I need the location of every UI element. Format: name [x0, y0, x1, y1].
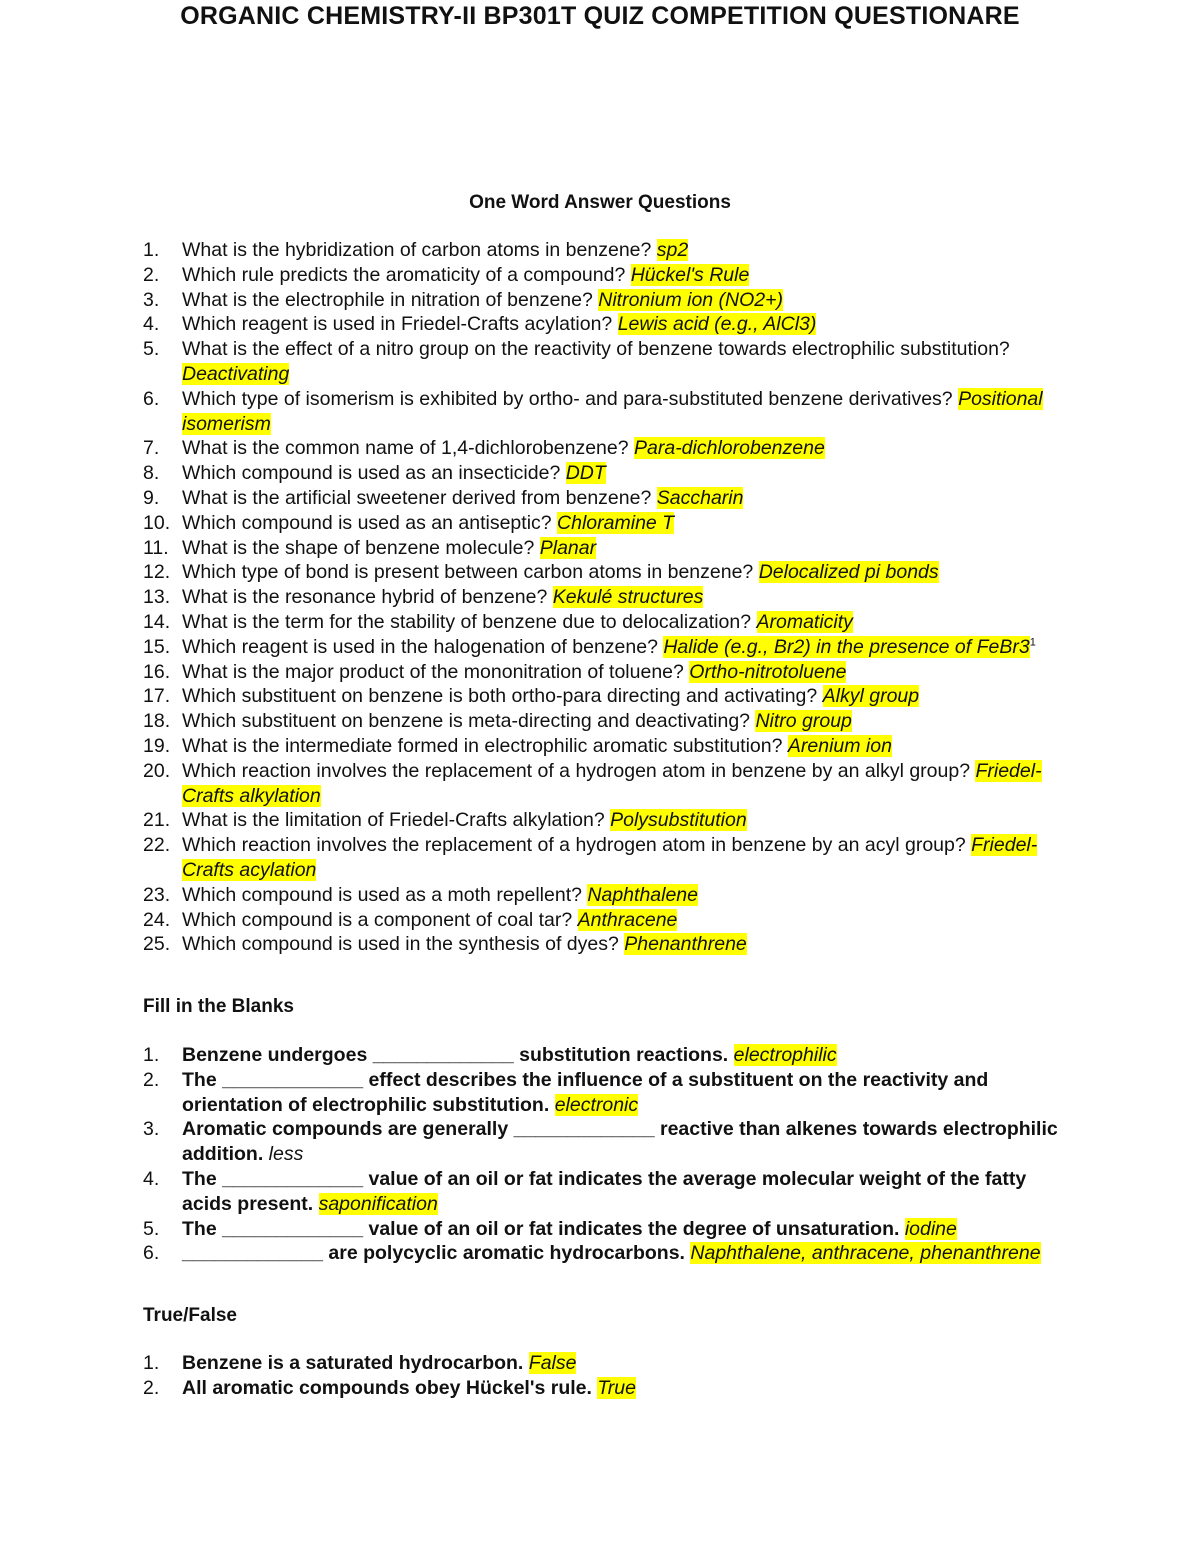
question-item: 11. What is the shape of benzene molecule? Planar [143, 536, 597, 559]
answer-highlight: Alkyl group [822, 685, 920, 708]
answer-highlight: DDT [565, 462, 606, 485]
blank-item: 6. _____________ are polycyclic aromatic hydrocarbons. Naphthalene, anthracene, phenanthrene [143, 1242, 1041, 1265]
answer-highlight: sp2 [656, 239, 689, 261]
answer-highlight: iodine [904, 1217, 957, 1240]
question-item: 7. What is the common name of 1,4-dichlorobenzene? Para-dichlorobenzene [143, 437, 825, 460]
answer-highlight: Naphthalene [587, 883, 698, 906]
question-item: 13. What is the resonance hybrid of benzene? Kekulé structures [143, 586, 704, 609]
section-heading-fill-blanks: Fill in the Blanks [143, 996, 294, 1017]
question-item: 21. What is the limitation of Friedel-Crafts alkylation? Polysubstitution [143, 809, 747, 832]
answer-text: less [268, 1143, 304, 1166]
answer-highlight: Ortho-nitrotoluene [689, 660, 847, 683]
answer-highlight: Naphthalene, anthracene, phenanthrene [690, 1242, 1041, 1265]
answer-highlight: Nitro group [755, 710, 852, 733]
answer-highlight: Halide (e.g., Br2) in the presence of FeBr3 [663, 635, 1030, 658]
tf-item: 1. Benzene is a saturated hydrocarbon. False [143, 1352, 577, 1374]
answer-highlight: Nitronium ion (NO2+) [598, 288, 784, 311]
answer-highlight: Phenanthrene [624, 933, 747, 956]
blank-item: 2. The _____________ effect describes the influence of a substituent on the reactivity and orientation of electrophilic substitution. electronic [143, 1068, 989, 1116]
question-item: 8. Which compound is used as an insecticide? DDT [143, 462, 606, 485]
fill-blanks-list [143, 1043, 1073, 1266]
question-item: 5. What is the effect of a nitro group on the reactivity of benzene towards electrophilic substitution? Deactivating [143, 338, 1010, 385]
answer-highlight: electronic [554, 1093, 639, 1116]
answer-highlight: Saccharin [656, 486, 744, 509]
answer-highlight: True [597, 1376, 636, 1399]
answer-highlight: saponification [318, 1192, 438, 1215]
blank-item: 5. The _____________ value of an oil or fat indicates the degree of unsaturation. iodine [143, 1217, 957, 1240]
question-item: 20. Which reaction involves the replacement of a hydrogen atom in benzene by an alkyl group? Friedel-Crafts alkylation [143, 759, 1042, 807]
question-item: 2. Which rule predicts the aromaticity of a compound? Hückel's Rule [143, 263, 750, 286]
question-item: 3. What is the electrophile in nitration of benzene? Nitronium ion (NO2+) [143, 288, 784, 311]
blank-item: 3. Aromatic compounds are generally _____________ reactive than alkenes towards electrophilic addition. less [143, 1118, 1058, 1166]
answer-highlight: Planar [539, 536, 597, 559]
one-word-question-list [143, 238, 1073, 957]
question-item: 22. Which reaction involves the replacement of a hydrogen atom in benzene by an acyl group? Friedel-Crafts acylation [143, 834, 1038, 881]
answer-highlight: Anthracene [577, 908, 678, 931]
answer-highlight: Kekulé structures [552, 586, 704, 609]
question-item: 18. Which substituent on benzene is meta-directing and deactivating? Nitro group [143, 710, 852, 733]
section-heading-true-false: True/False [143, 1305, 237, 1326]
footnote-marker: 1 [1029, 636, 1036, 649]
question-item: 25. Which compound is used in the synthesis of dyes? Phenanthrene [143, 933, 747, 956]
blank-item: 4. The _____________ value of an oil or fat indicates the average molecular weight of the fatty acids present. saponification [143, 1167, 1027, 1215]
question-item: 24. Which compound is a component of coal tar? Anthracene [143, 908, 678, 931]
answer-highlight: Lewis acid (e.g., AlCl3) [617, 313, 817, 336]
section-heading-one-word: One Word Answer Questions [469, 192, 731, 213]
true-false-list [143, 1351, 1073, 1401]
answer-highlight: False [528, 1352, 577, 1374]
answer-highlight: Friedel-Crafts acylation [182, 834, 1038, 881]
answer-highlight: Aromaticity [756, 610, 853, 633]
tf-item: 2. All aromatic compounds obey Hückel's rule. True [143, 1376, 636, 1399]
question-item: 23. Which compound is used as a moth repellent? Naphthalene [143, 883, 698, 906]
question-item: 4. Which reagent is used in Friedel-Crafts acylation? Lewis acid (e.g., AlCl3) [143, 313, 817, 336]
answer-highlight: electrophilic [733, 1044, 837, 1066]
answer-highlight: Delocalized pi bonds [758, 561, 939, 584]
question-item: 16. What is the major product of the mononitration of toluene? Ortho-nitrotoluene [143, 660, 847, 683]
question-item: 9. What is the artificial sweetener derived from benzene? Saccharin [143, 486, 744, 509]
question-item: 12. Which type of bond is present between carbon atoms in benzene? Delocalized pi bonds [143, 561, 939, 584]
question-item: 19. What is the intermediate formed in electrophilic aromatic substitution? Arenium ion [143, 734, 892, 757]
question-item: 1. What is the hybridization of carbon atoms in benzene? sp2 [143, 239, 689, 261]
answer-highlight: Friedel-Crafts alkylation [182, 759, 1042, 807]
answer-highlight: Hückel's Rule [630, 263, 750, 286]
answer-highlight: Polysubstitution [610, 809, 747, 832]
answer-highlight: Deactivating [182, 362, 290, 385]
answer-highlight: Chloramine T [557, 511, 675, 534]
answer-highlight: Positional isomerism [182, 387, 1043, 435]
answer-highlight: Arenium ion [787, 734, 892, 757]
page-title: ORGANIC CHEMISTRY-II BP301T QUIZ COMPETITION QUESTIONARE [180, 2, 1020, 30]
answer-highlight: Para-dichlorobenzene [634, 437, 825, 460]
question-item: 6. Which type of isomerism is exhibited by ortho- and para-substituted benzene derivatives? Positional isomerism [143, 387, 1043, 435]
question-item: 17. Which substituent on benzene is both ortho-para directing and activating? Alkyl group [143, 685, 920, 708]
blank-item: 1. Benzene undergoes _____________ substitution reactions. electrophilic [143, 1044, 837, 1066]
question-item: 15. Which reagent is used in the halogenation of benzene? Halide (e.g., Br2) in the presence of $FeBr3^1$ [143, 635, 1036, 658]
question-item: 10. Which compound is used as an antiseptic? Chloramine T [143, 511, 675, 534]
question-item: 14. What is the term for the stability of benzene due to delocalization? Aromaticity [143, 610, 853, 633]
